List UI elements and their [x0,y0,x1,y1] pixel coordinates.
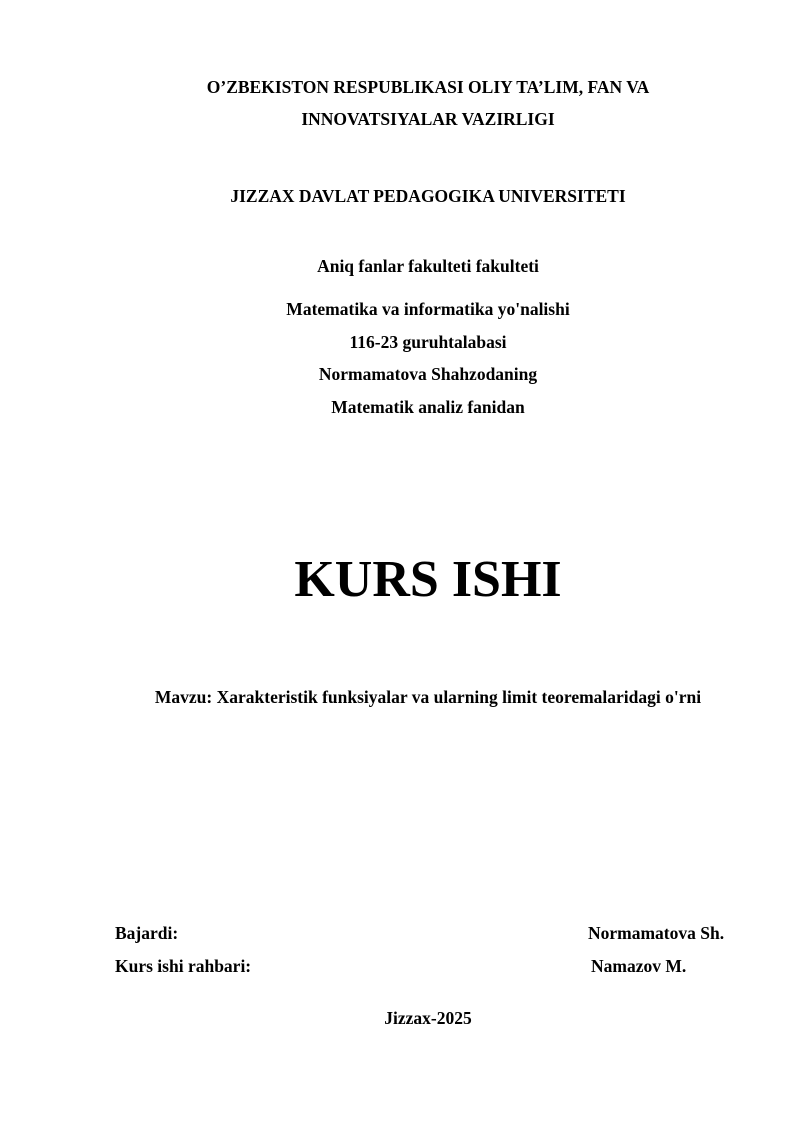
ministry-line-2: INNOVATSIYALAR VAZIRLIGI [301,109,555,129]
performer-label: Bajardi: [115,923,179,943]
ministry-line-1: O’ZBEKISTON RESPUBLIKASI OLIY TA’LIM, FAN VA [206,77,650,97]
study-direction: Matematika va informatika yo'nalishi [286,299,570,319]
student-group: 116-23 guruhtalabasi [349,332,507,352]
student-name: Normamatova Shahzodaning [318,364,538,384]
performer-name: Normamatova Sh. [588,923,725,943]
document-title: KURS ISHI [294,551,562,608]
supervisor-row [115,956,755,980]
university-name: JIZZAX DAVLAT PEDAGOGIKA UNIVERSITETI [230,186,626,206]
city-year: Jizzax-2025 [384,1008,472,1028]
faculty-name: Aniq fanlar fakulteti fakulteti [317,256,539,276]
supervisor-name: Namazov M. [591,956,687,976]
subject-name: Matematik analiz fanidan [331,397,525,417]
performer-row [115,923,755,947]
topic-line: Mavzu: Xarakteristik funksiyalar va ularning limit teoremalaridagi o'rni [154,687,702,707]
supervisor-label: Kurs ishi rahbari: [115,956,252,976]
